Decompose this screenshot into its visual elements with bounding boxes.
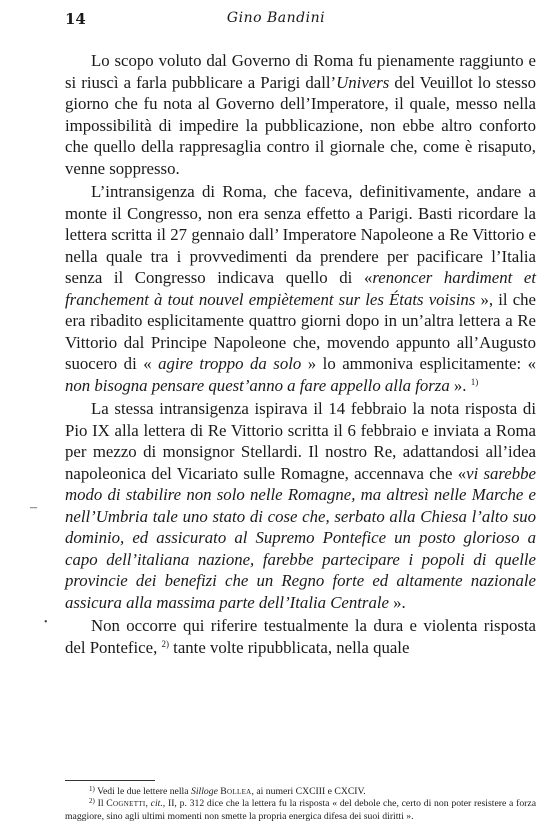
text-run: , II, p. 312 dice che la lettera fu la risposta « del debole che, certo di non poter resistere a forza maggiore, sino agli ultimi momenti non smette la propria energica difesa dei suoi diritti ».	[65, 798, 537, 822]
page-number: 14	[65, 10, 86, 28]
text-run: Il	[94, 798, 107, 810]
footnotes	[65, 786, 536, 823]
text-run: Lo scopo voluto dal Governo di Roma fu pienamente raggiunto e si riuscì a farla pubblicare a Parigi dall’	[65, 51, 536, 92]
italic-text: vi sarebbe modo di stabilire non solo nelle Romagne, ma altresì nelle Marche e nell’Umbria tale uno stato di cose che, serbato alla Chiesa l’alto suo dominio, ed assicurato al Supremo Pontefice un posto glorioso a capo dell’italiana nazione, farebbe partecipare i popoli di quelle provincie dei benefizi che un Regno forte ed altamente nazionale assicura alla massima parte dell’Italia Centrale	[65, 463, 536, 612]
text-run: tante volte ripubblicata, nella quale	[168, 637, 410, 657]
author-name: Cognetti	[106, 798, 146, 810]
running-head: Gino Bandini	[226, 10, 326, 26]
italic-text: agire troppo da solo	[158, 354, 302, 373]
footnote-2	[65, 798, 536, 823]
paragraph-3	[65, 398, 536, 613]
italic-text: Silloge	[190, 786, 218, 797]
body-text	[65, 50, 536, 660]
text-run: , ai numeri CXCIII e CXCIV.	[251, 786, 366, 797]
text-run: », il che era ribadito esplicitamente quattro giorni dopo in un’altra lettera a Re Vittorio dal Principe Napoleone che, movendo appunto all’Augusto suocero di «	[65, 289, 536, 373]
italic-text: cit.	[150, 798, 163, 810]
text-run: Non occorre qui riferire testualmente la dura e violenta risposta del Pontefice,	[65, 616, 536, 657]
italic-text: Univers	[336, 72, 390, 92]
footnote-rule	[65, 780, 155, 781]
text-run: ,	[145, 798, 151, 810]
margin-dot-mark: •	[44, 617, 48, 628]
footnote-ref: 2)	[161, 638, 169, 649]
text-run: ».	[388, 592, 406, 612]
text-run: ».	[449, 375, 471, 395]
footnote-ref: 1)	[470, 376, 479, 387]
margin-dash-mark: –	[30, 500, 37, 515]
footnote-ref: 1)	[89, 785, 95, 793]
italic-text: renoncer hardiment et franchement à tout nouvel empiètement sur les États voisins	[65, 268, 536, 309]
paragraph-2	[65, 181, 536, 396]
footnote-ref: 2)	[89, 797, 95, 806]
text-run: » lo ammoniva esplicitamente: «	[301, 354, 536, 373]
footnote-1	[65, 786, 536, 798]
author-name: Bollea	[220, 786, 252, 797]
paragraph-1	[65, 50, 536, 179]
page-header	[65, 10, 487, 32]
text-run: La stessa intransigenza ispirava il 14 febbraio la nota risposta di Pio IX alla lettera di Re Vittorio scritta il 6 febbraio e inviata a Roma per mezzo di monsignor Stellardi. Il nostro Re, adattandosi all’idea napoleonica del Vicariato sulle Romagne, accennava che «	[65, 399, 536, 483]
paragraph-4	[65, 615, 536, 658]
italic-text: non bisogna pensare quest’anno a fare appello alla forza	[65, 375, 450, 395]
text-run: del Veuillot lo stesso giorno che fu nota al Governo dell’Imperatore, il quale, messo nella impossibilità di impedire la pubblicazione, non ebbe altro conforto che quello della rappresaglia contro il giornale che, come è risaputo, venne soppresso.	[65, 72, 536, 178]
text-run: L’intransigenza di Roma, che faceva, definitivamente, andare a monte il Congresso, non era senza effetto a Parigi. Basti ricordare la lettera scritta il 27 gennaio dall’ Imperatore Napoleone a Re Vittorio e nella quale tra i provvedimenti da prendere per pacificare l’Italia senza il Congresso indicava quello di «	[65, 182, 536, 287]
text-run: Vedi le due lettere nella	[94, 786, 191, 797]
